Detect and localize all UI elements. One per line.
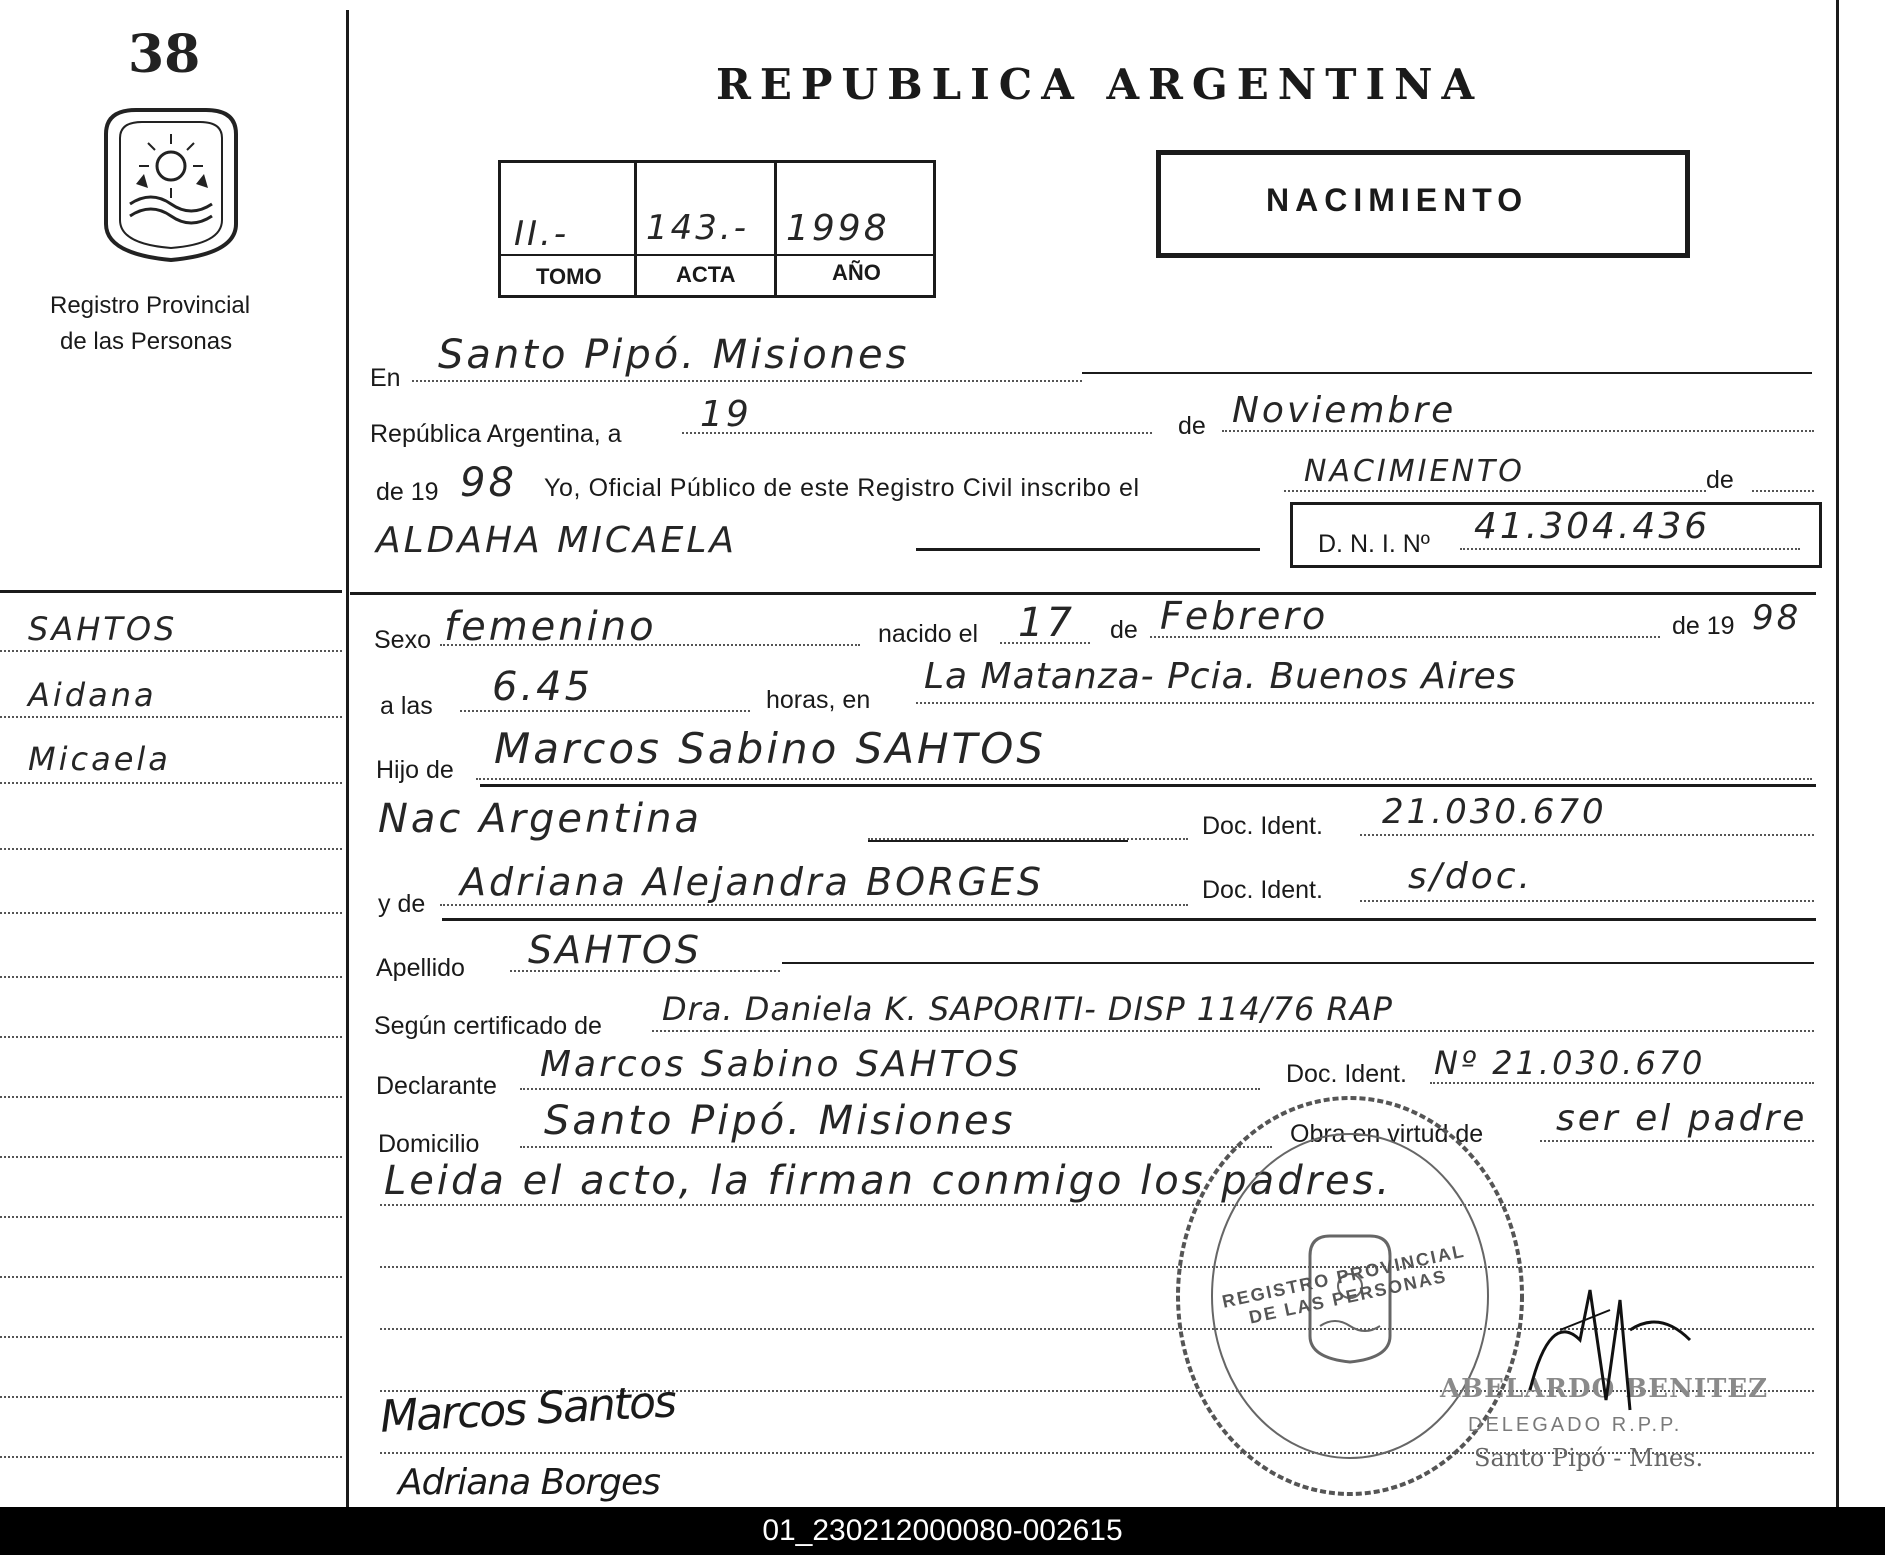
dni-value: 41.304.436 [1474, 506, 1711, 547]
mother-signature: Adriana Borges [398, 1462, 660, 1503]
year-prefix: de 19 [376, 478, 439, 506]
de-month-label: de [1178, 412, 1206, 440]
margin-surname: SAHTOS [28, 610, 178, 648]
father-name: Marcos Sabino SAHTOS [494, 724, 1047, 773]
registry-name-line1: Registro Provincial [50, 292, 251, 319]
document-id-footer: 01_230212000080-002615 [0, 1507, 1885, 1555]
en-value: Santo Pipó. Misiones [438, 332, 910, 378]
segun-label: Según certificado de [374, 1012, 602, 1040]
act-value: NACIMIENTO [1304, 454, 1525, 489]
declarante-doc-label: Doc. Ident. [1286, 1060, 1407, 1088]
de-birth-month-label: de [1110, 616, 1138, 644]
tomo-value: II.- [514, 214, 570, 254]
acta-label: ACTA [676, 262, 736, 287]
ano-value: 1998 [786, 208, 890, 249]
domicilio-label: Domicilio [378, 1130, 480, 1158]
mother-doc: s/doc. [1408, 856, 1533, 897]
round-stamp-text: REGISTRO PROVINCIAL DE LAS PERSONAS [1220, 1240, 1468, 1328]
father-doc-label: Doc. Ident. [1202, 812, 1323, 840]
sexo-label: Sexo [374, 626, 431, 654]
acta-value: 143.- [646, 208, 749, 248]
official-place: Santo Pipó - Mnes. [1474, 1444, 1704, 1472]
obra-value: ser el padre [1556, 1098, 1808, 1139]
domicilio-value: Santo Pipó. Misiones [544, 1098, 1016, 1144]
day-value: 19 [700, 394, 752, 435]
place-value: La Matanza- Pcia. Buenos Aires [924, 656, 1517, 697]
page-number: 38 [128, 24, 201, 85]
birth-day: 17 [1018, 600, 1075, 646]
alas-label: a las [380, 692, 433, 720]
horas-label: horas, en [766, 686, 871, 714]
declarante-doc: Nº 21.030.670 [1434, 1044, 1706, 1082]
apellido-value: SAHTOS [528, 928, 702, 972]
apellido-label: Apellido [376, 954, 465, 982]
person-name: ALDAHA MICAELA [376, 520, 738, 561]
official-name: ABELARDO BENITEZ [1440, 1374, 1769, 1404]
en-label: En [370, 364, 401, 392]
obra-label: Obra en virtud de [1290, 1120, 1484, 1148]
hijo-label: Hijo de [376, 756, 454, 784]
birth-year-prefix: de 19 [1672, 612, 1735, 640]
provincial-seal-icon [96, 104, 246, 264]
official-role: DELEGADO R.P.P. [1468, 1414, 1683, 1436]
father-nationality: Nac Argentina [378, 796, 702, 842]
hour-value: 6.45 [492, 664, 594, 710]
nacido-label: nacido el [878, 620, 979, 648]
birth-month: Febrero [1160, 594, 1329, 638]
mother-name: Adriana Alejandra BORGES [460, 860, 1044, 904]
father-signature: Marcos Santos [378, 1376, 677, 1443]
tomo-label: TOMO [536, 264, 602, 289]
margin-middle-name: Micaela [28, 740, 171, 778]
de-person-label: de [1706, 466, 1734, 494]
mother-doc-label: Doc. Ident. [1202, 876, 1323, 904]
declarante-label: Declarante [376, 1072, 497, 1100]
year-value: 98 [460, 460, 517, 506]
oficial-text: Yo, Oficial Público de este Registro Civil inscribo el [544, 474, 1140, 502]
registry-name-line2: de las Personas [60, 328, 233, 355]
document-title: REPUBLICA ARGENTINA [716, 60, 1484, 109]
yde-label: y de [378, 890, 426, 918]
birth-year: 98 [1752, 598, 1802, 638]
month-value: Noviembre [1232, 390, 1457, 431]
official-signature-icon [1520, 1270, 1700, 1420]
certificado-value: Dra. Daniela K. SAPORITI- DISP 114/76 RAP [662, 990, 1393, 1028]
margin-first-name: Aidana [28, 676, 157, 714]
document-type: NACIMIENTO [1266, 182, 1529, 218]
declarante-value: Marcos Sabino SAHTOS [540, 1044, 1022, 1085]
dni-label: D. N. I. Nº [1318, 530, 1430, 558]
ano-label: AÑO [832, 260, 881, 285]
republica-label: República Argentina, a [370, 420, 622, 448]
sexo-value: femenino [444, 604, 657, 650]
father-doc: 21.030.670 [1382, 792, 1607, 832]
leida-text: Leida el acto, la firman conmigo los padres. [384, 1158, 1393, 1204]
